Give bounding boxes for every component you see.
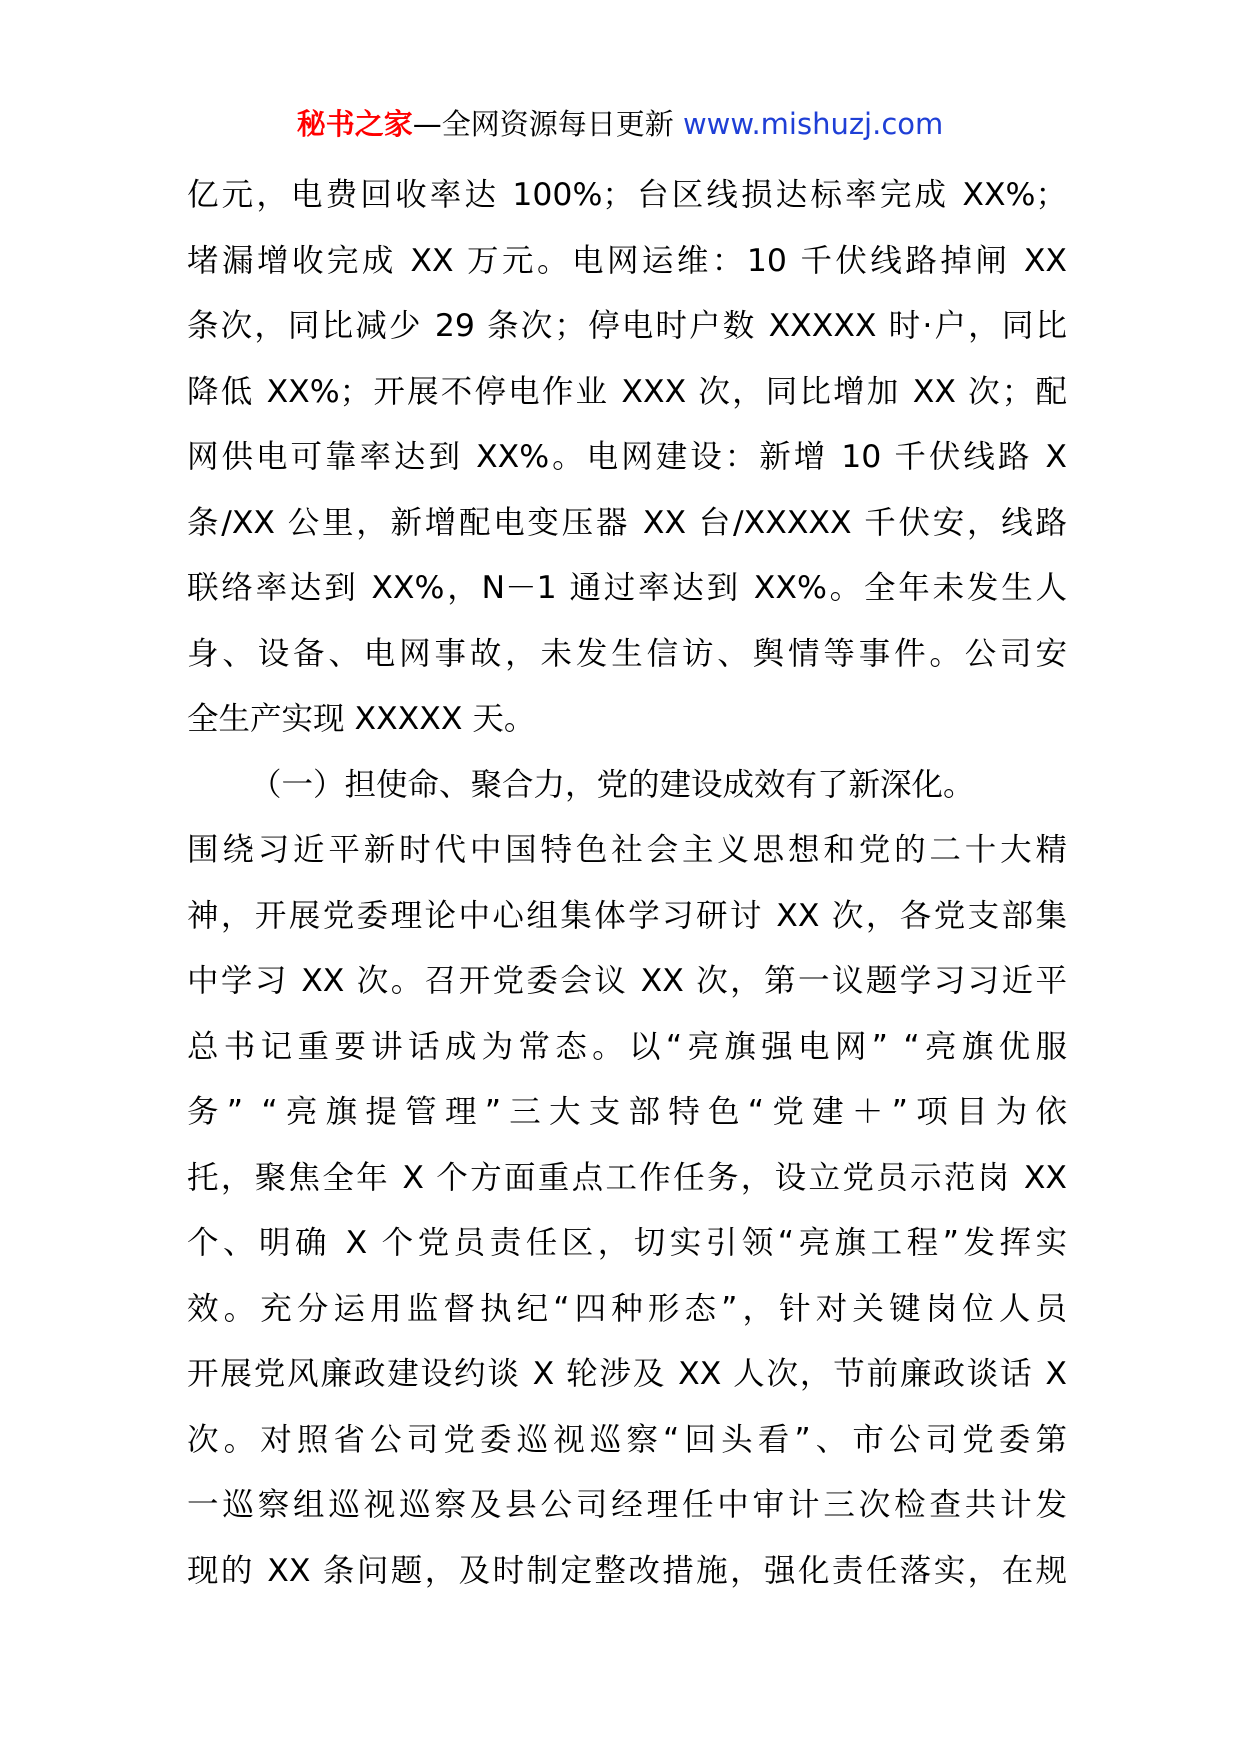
text-line: 亿元，电费回收率达 100%；台区线损达标率完成 XX%； <box>187 177 1067 213</box>
text-line: 神，开展党委理论中心组集体学习研讨 XX 次，各党支部集 <box>187 897 1067 934</box>
text-line: 堵漏增收完成 XX 万元。电网运维：10 千伏线路掉闸 XX <box>187 242 1067 279</box>
text-line: 现的 XX 条问题，及时制定整改措施，强化责任落实，在规 <box>187 1552 1067 1589</box>
text-line: 条次，同比减少 29 条次；停电时户数 XXXXX 时·户，同比 <box>187 308 1067 344</box>
text-line: 条/XX 公里，新增配电变压器 XX 台/XXXXX 千伏安，线路 <box>187 504 1067 541</box>
header-url-link[interactable]: www.mishuzj.com <box>682 107 944 141</box>
text-line: 次。对照省公司党委巡视巡察“回头看”、市公司党委第 <box>187 1421 1067 1458</box>
text-line: 围绕习近平新时代中国特色社会主义思想和党的二十大精 <box>187 832 1067 868</box>
text-line: 个、明确 X 个党员责任区，切实引领“亮旗工程”发挥实 <box>187 1225 1067 1261</box>
text-line: 开展党风廉政建设约谈 X 轮涉及 XX 人次，节前廉政谈话 X <box>187 1356 1067 1392</box>
text-line: 一巡察组巡视巡察及县公司经理任中审计三次检查共计发 <box>187 1487 1067 1523</box>
text-line: 联络率达到 XX%，N－1 通过率达到 XX%。全年未发生人 <box>187 570 1067 606</box>
text-line: 身、设备、电网事故，未发生信访、舆情等事件。公司安 <box>187 635 1067 672</box>
section-heading: （一）担使命、聚合力，党的建设成效有了新深化。 <box>250 766 975 803</box>
text-line: 全生产实现 XXXXX 天。 <box>187 701 536 737</box>
text-line: 务” “亮旗提管理”三大支部特色“党建＋”项目为依 <box>187 1094 1067 1130</box>
text-line: 托，聚焦全年 X 个方面重点工作任务，设立党员示范岗 XX <box>187 1159 1067 1196</box>
text-line: 总书记重要讲话成为常态。以“亮旗强电网” “亮旗优服 <box>187 1028 1067 1065</box>
text-line: 效。充分运用监督执纪“四种形态”，针对关键岗位人员 <box>187 1290 1067 1327</box>
text-line: 网供电可靠率达到 XX%。电网建设：新增 10 千伏线路 X <box>187 439 1067 475</box>
body-text <box>187 170 1067 1611</box>
text-line: 降低 XX%；开展不停电作业 XXX 次，同比增加 XX 次；配 <box>187 373 1067 410</box>
header-tagline: —全网资源每日更新 <box>412 107 683 141</box>
page-header <box>0 104 1240 144</box>
text-line: 中学习 XX 次。召开党委会议 XX 次，第一议题学习习近平 <box>187 963 1067 999</box>
header-brand: 秘书之家 <box>296 107 413 141</box>
